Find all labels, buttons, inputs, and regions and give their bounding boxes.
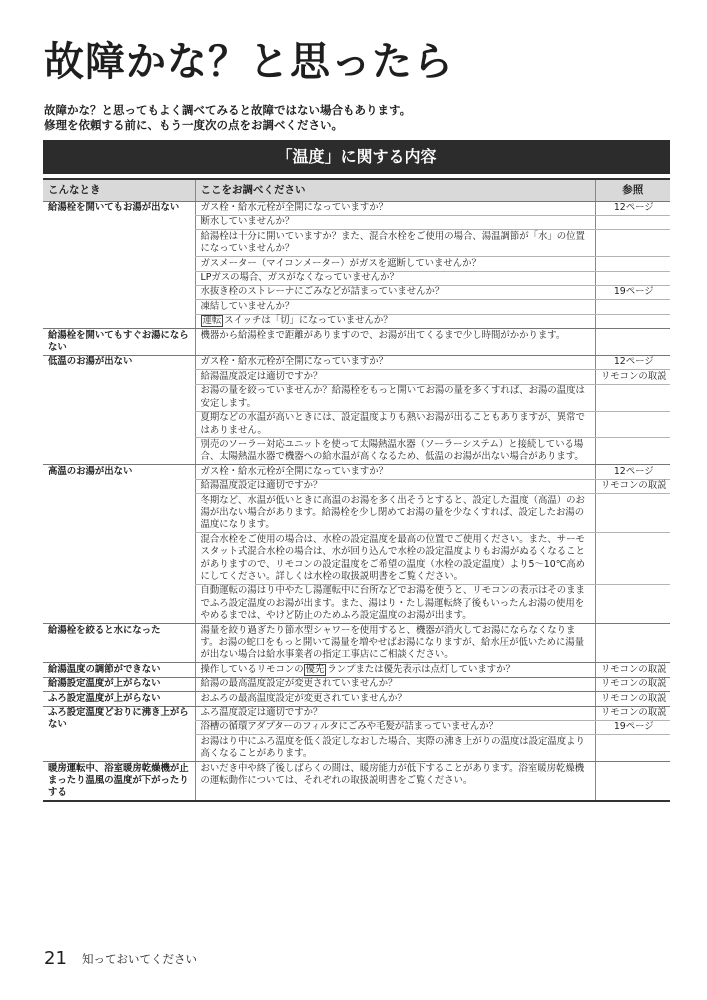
reference-cell: 19ページ: [595, 720, 670, 734]
check-text: ふろ温度設定は適切ですか？: [200, 707, 323, 719]
footer-label: 知っておいてください: [82, 951, 197, 966]
check-cell: [195, 533, 595, 585]
reference-cell: [595, 624, 670, 663]
check-text: 自動運転の湯はり中やたし湯運転中に台所などでお湯を使うと、リモコンの表示はそのままでふろ設定温度のお湯が出ます。また、湯はり・たし湯運転終了後もいったんお湯の使用をやめるまでは、やけど防止のためふろ設定温度のお湯が出ます。: [200, 585, 585, 622]
reference-cell: [595, 494, 670, 533]
header-situation: こんなとき: [43, 179, 195, 201]
check-cell: [195, 624, 595, 663]
situation-cell: ふろ設定温度どおりに沸き上がらない: [43, 706, 195, 762]
table-row: [43, 201, 670, 215]
check-cell: [195, 329, 595, 356]
situation-cell: 給湯栓を開いてもお湯が出ない: [43, 201, 195, 329]
check-cell: [195, 706, 595, 720]
reference-cell: [595, 411, 670, 438]
table-row: [43, 706, 670, 720]
check-text: 機器から給湯栓まで距離がありますので、お湯が出てくるまで少し時間がかかります。: [200, 329, 566, 341]
reference-cell: [595, 584, 670, 623]
reference-cell: [595, 533, 670, 585]
check-text: 給湯温度設定は適切ですか？: [200, 480, 323, 492]
check-text: LPガスの場合、ガスがなくなっていませんか？: [200, 272, 399, 284]
reference-cell: [595, 735, 670, 762]
check-cell: [195, 370, 595, 384]
reference-cell: [595, 230, 670, 257]
reference-cell: [595, 762, 670, 802]
check-text: お湯はり中にふろ温度を低く設定しなおした場合、実際の沸き上がりの温度は設定温度より高くなることがあります。: [200, 735, 585, 760]
check-text-prefix: 操作しているリモコンの: [200, 663, 304, 675]
page-number: 21: [44, 948, 67, 969]
check-cell: [195, 411, 595, 438]
check-text: 凍結していませんか？: [200, 300, 295, 312]
reference-cell: 19ページ: [595, 285, 670, 299]
table-row: [43, 465, 670, 479]
table-row: [43, 677, 670, 691]
check-text: ガスメーター（マイコンメーター）がガスを遮断していませんか？: [200, 257, 481, 269]
check-text: 別売のソーラー対応ユニットを使って太陽熱温水器（ソーラーシステム）と接続している場合、太陽熱温水器で機器への給水温が高くなるため、低温のお湯が出ない場合があります。: [200, 438, 584, 463]
reference-cell: リモコンの取説: [595, 706, 670, 720]
header-check: ここをお調べください: [195, 179, 595, 201]
check-cell: [195, 494, 595, 533]
check-text: 水抜き栓のストレーナにごみなどが詰まっていませんか？: [200, 286, 445, 298]
check-cell: [195, 677, 595, 691]
situation-cell: 暖房運転中、浴室暖房乾燥機が止まったり温風の温度が下がったりする: [43, 762, 195, 802]
table-row: [43, 692, 670, 706]
check-text: 冬期など、水温が低いときに高温のお湯を多く出そうとすると、設定した温度（高温）のお湯が出ない場合があります。給湯栓を少し閉めてお湯の量を少なくすれば、設定したお湯の温度になります。: [200, 494, 585, 531]
check-text: 給湯栓は十分に開いていますか？また、混合水栓をご使用の場合、湯温調節が「水」の位置になっていませんか？: [200, 230, 585, 255]
check-cell: [195, 438, 595, 465]
situation-cell: 給湯温度の調節ができない: [43, 663, 195, 677]
reference-cell: リモコンの取説: [595, 692, 670, 706]
check-cell: [195, 300, 595, 314]
reference-cell: リモコンの取説: [595, 370, 670, 384]
table-row: [43, 663, 670, 677]
check-text: スイッチは「切」になっていませんか？: [224, 315, 393, 327]
check-cell: [195, 479, 595, 493]
reference-cell: [595, 271, 670, 285]
situation-cell: 給湯栓を開いてもすぐお湯にならない: [43, 329, 195, 356]
situation-cell: 給湯栓を絞ると水になった: [43, 624, 195, 663]
check-text: おふろの最高温度設定が変更されていませんか？: [200, 692, 407, 704]
check-text: 断水していませんか？: [200, 216, 295, 228]
table-row: [43, 624, 670, 663]
table-row: [43, 329, 670, 356]
check-cell: [195, 692, 595, 706]
intro-line: 修理を依頼する前に、もう一度次の点をお調べください。: [44, 118, 343, 132]
check-text: 混合水栓をご使用の場合は、水栓の設定温度を最高の位置でご使用ください。また、サーモスタット式混合水栓の場合は、水が回り込んで水栓の設定温度よりもお湯がぬるくなることがありますので、リモコンの設定温度をご希望の温度（水栓の設定温度）より5～10℃高めにしてください。詳しくは水栓の取扱説明書をご覧ください。: [200, 533, 585, 582]
check-text: ガス栓・給水元栓が全開になっていますか？: [200, 356, 389, 368]
reference-cell: 12ページ: [595, 465, 670, 479]
reference-cell: リモコンの取説: [595, 663, 670, 677]
check-cell: [195, 384, 595, 411]
reference-cell: [595, 215, 670, 229]
page-footer: [44, 948, 197, 969]
check-text: ガス栓・給水元栓が全開になっていますか？: [200, 202, 389, 213]
situation-cell: ふろ設定温度が上がらない: [43, 692, 195, 706]
troubleshooting-table: [43, 178, 670, 802]
check-cell: [195, 663, 595, 677]
check-text: 給湯温度設定は適切ですか？: [200, 370, 323, 382]
header-ref: 参照: [595, 179, 670, 201]
check-cell: [195, 230, 595, 257]
reference-cell: 12ページ: [595, 201, 670, 215]
table-body: [43, 201, 670, 801]
intro-text: [44, 103, 411, 133]
check-cell: [195, 314, 595, 328]
check-cell: [195, 720, 595, 734]
check-text: ランプまたは優先表示は点灯していますか？: [327, 663, 515, 675]
reference-cell: [595, 384, 670, 411]
check-text: お湯の量を絞っていませんか？給湯栓をもっと開いてお湯の量を多くすれば、お湯の温度は安定します。: [200, 385, 585, 409]
section-banner: 「温度」に関する内容: [43, 140, 670, 174]
reference-cell: [595, 329, 670, 356]
reference-cell: [595, 314, 670, 328]
table-header-row: [43, 179, 670, 201]
check-cell: [195, 285, 595, 299]
check-cell: [195, 201, 595, 215]
check-cell: [195, 465, 595, 479]
reference-cell: [595, 438, 670, 465]
check-cell: [195, 215, 595, 229]
reference-cell: [595, 300, 670, 314]
reference-cell: リモコンの取説: [595, 677, 670, 691]
check-text: 湯量を絞り過ぎたり節水型シャワーを使用すると、機器が消火してお湯にならなくなります。お湯の蛇口をもっと開いて湯量を増やせばお湯になりますが、給水圧が低いために湯量が出ない場合は給水事業者の指定工事店にご相談ください。: [200, 624, 585, 661]
button-label-box: 運転: [202, 315, 222, 327]
reference-cell: リモコンの取説: [595, 479, 670, 493]
situation-cell: 給湯設定温度が上がらない: [43, 677, 195, 691]
check-text: 夏期などの水温が高いときには、設定温度よりも熱いお湯が出ることもありますが、異常ではありません。: [200, 412, 585, 436]
check-cell: [195, 584, 595, 623]
check-cell: [195, 735, 595, 762]
situation-cell: 高温のお湯が出ない: [43, 465, 195, 624]
table-row: [43, 762, 670, 802]
check-cell: [195, 257, 595, 271]
check-text: おいだき中や終了後しばらくの間は、暖房能力が低下することがあります。浴室暖房乾燥機の運転動作については、それぞれの取扱説明書をご覧ください。: [200, 762, 585, 787]
intro-line: 故障かな？と思ってもよく調べてみると故障ではない場合もあります。: [44, 103, 412, 117]
check-text: 浴槽の循環アダプターのフィルタにごみや毛髪が詰まっていませんか？: [200, 721, 499, 733]
check-text: 給湯の最高温度設定が変更されていませんか？: [200, 678, 398, 690]
check-cell: [195, 271, 595, 285]
table-row: [43, 355, 670, 369]
check-cell: [195, 355, 595, 369]
reference-cell: 12ページ: [595, 355, 670, 369]
situation-cell: 低温のお湯が出ない: [43, 355, 195, 464]
button-label-box: 優先: [305, 663, 325, 675]
check-text: ガス栓・給水元栓が全開になっていますか？: [200, 465, 389, 477]
reference-cell: [595, 257, 670, 271]
page-title: 故障かな？と思ったら: [44, 39, 454, 85]
check-cell: [195, 762, 595, 802]
